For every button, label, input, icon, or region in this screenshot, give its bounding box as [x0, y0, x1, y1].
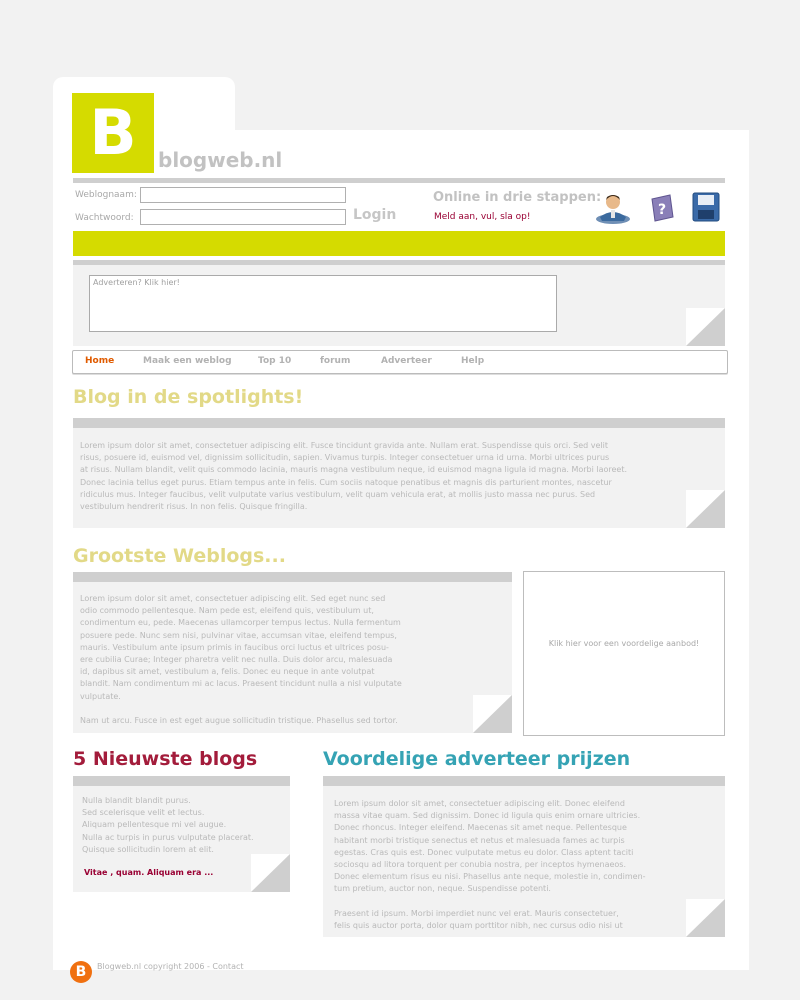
password-label: Wachtwoord:	[75, 213, 134, 223]
steps-subtitle: Meld aan, vul, sla op!	[434, 212, 531, 222]
nav-help[interactable]: Help	[461, 356, 485, 366]
nav-make-weblog[interactable]: Maak een weblog	[143, 356, 232, 366]
footer-logo[interactable]: B	[70, 961, 92, 983]
spotlight-title: Blog in de spotlights!	[73, 386, 304, 408]
prices-text: Lorem ipsum dolor sit amet, consectetuer adipiscing elit. Donec eleifend massa vitae quam. Sed dignissim. Donec id ligula quis enim ornare ultricies. Donec rhoncus. Integer eleifend. Maecenas sit amet neque. Pellentesque habitant morbi tristique senectus et netus et malesuada fames ac turpis egestas. Cras quis est. Donec vulputate metus eu dolor. Class aptent taciti sociosqu ad litora torquent per conubia nostra, per inceptos hymenaeos. Donec elementum risus eu nisi. Phasellus ante neque, molestie in, condimen- tum pretium, auctor non, neque. Suspendisse potenti. Praesent id ipsum. Morbi imperdiet nunc vel erat. Mauris consectetuer, felis quis auctor porta, dolor quam porttitor nibh, nec cursus odio nisi ut	[334, 799, 646, 930]
prices-title: Voordelige adverteer prijzen	[323, 748, 631, 770]
offer-box[interactable]	[523, 571, 725, 736]
spotlight-text: Lorem ipsum dolor sit amet, consectetuer adipiscing elit. Fusce tincidunt gravida ante. Nullam erat. Suspendisse quis orci. Sed velit risus, posuere id, euismod vel, dignissim sollicitudin, sapien. Vivamus turpis. Integer consectetuer urna id urna. Morbi ultrices purus at risus. Nullam blandit, velit quis commodo lacinia, mauris magna vestibulum neque, id euismod magna ligula id magna. Morbi laoreet. Donec lacinia tellus eget purus. Etiam tempus ante in felis. Cum sociis natoque penatibus et magnis dis parturient montes, nascetur ridiculus mus. Integer faucibus, velit vulputate varius vestibulum, velit quam vehicula erat, at mollis justo massa nec purus. Sed vestibulum hendrerit risus. In non felis. Quisque fringilla.	[80, 441, 628, 512]
prices-divider	[323, 776, 725, 786]
svg-text:?: ?	[658, 202, 667, 218]
largest-text: Lorem ipsum dolor sit amet, consectetuer adipiscing elit. Sed eget nunc sed odio commodo pellentesque. Nam pede est, eleifend quis, vestibulum ut, condimentum eu, pede. Maecenas ullamcorper tempus lectus. Nulla fermentum posuere pede. Nunc sem nisi, pulvinar vitae, accumsan vitae, eleifend tempus, mauris. Vestibulum ante ipsum primis in faucibus orci luctus et ultrices posu- ere cubilia Curae; Integer pharetra velit nec nulla. Duis dolor arcu, malesuada id, dapibus sit amet, vestibulum a, felis. Donec eu neque in ante volutpat blandit. Nam condimentum mi ac lacus. Praesent tincidunt nulla a nisl vulputate vulputate. Nam ut arcu. Fusce in est eget augue sollicitudin tristique. Phasellus sed tortor.	[80, 594, 402, 725]
newest-links[interactable]: Vitae , quam. Aliquam era ...	[84, 868, 214, 877]
page-curl-icon	[251, 854, 290, 896]
username-input[interactable]	[140, 187, 346, 203]
user-icon[interactable]	[594, 191, 632, 229]
login-button[interactable]: Login	[353, 207, 397, 223]
newest-title: 5 Nieuwste blogs	[73, 748, 258, 770]
help-icon[interactable]	[648, 193, 676, 227]
list-item[interactable]: Quisque sollicitudin lorem at elit.	[82, 844, 214, 854]
page-curl-icon	[686, 899, 725, 941]
footer-text[interactable]: Blogweb.nl copyright 2006 - Contact	[97, 962, 244, 971]
list-item[interactable]: Nulla blandit blandit purus.	[82, 796, 191, 805]
offer-link[interactable]: Klik hier voor een voordelige aanbod!	[548, 639, 700, 648]
ad-banner[interactable]: Adverteren? Klik hier!	[89, 275, 557, 332]
newest-divider	[73, 776, 290, 786]
newest-list	[82, 795, 254, 856]
list-item[interactable]: Sed scelerisque velit et lectus.	[82, 808, 205, 818]
page-curl-icon	[473, 695, 512, 737]
nav-home[interactable]: Home	[85, 356, 115, 366]
steps-title: Online in drie stappen:	[433, 190, 602, 205]
spotlight-divider	[73, 418, 725, 428]
password-input[interactable]	[140, 209, 346, 225]
page-curl-icon	[686, 308, 725, 350]
largest-divider	[73, 572, 512, 582]
list-item[interactable]: Aliquam pellentesque mi vel augue.	[82, 820, 227, 830]
header-divider	[73, 178, 725, 183]
nav-advertise[interactable]: Adverteer	[381, 356, 432, 366]
largest-title: Grootste Weblogs...	[73, 545, 286, 567]
username-label: Weblognaam:	[75, 190, 137, 200]
main-nav	[72, 350, 728, 374]
page-curl-icon	[686, 490, 725, 532]
save-icon[interactable]	[692, 192, 720, 226]
site-logo[interactable]: B	[72, 93, 154, 173]
accent-bar	[73, 231, 725, 256]
site-name: blogweb.nl	[158, 148, 283, 172]
nav-top10[interactable]: Top 10	[258, 356, 292, 366]
nav-forum[interactable]: forum	[320, 356, 351, 366]
list-item[interactable]: Nulla ac turpis in purus vulputate placerat.	[82, 832, 254, 842]
